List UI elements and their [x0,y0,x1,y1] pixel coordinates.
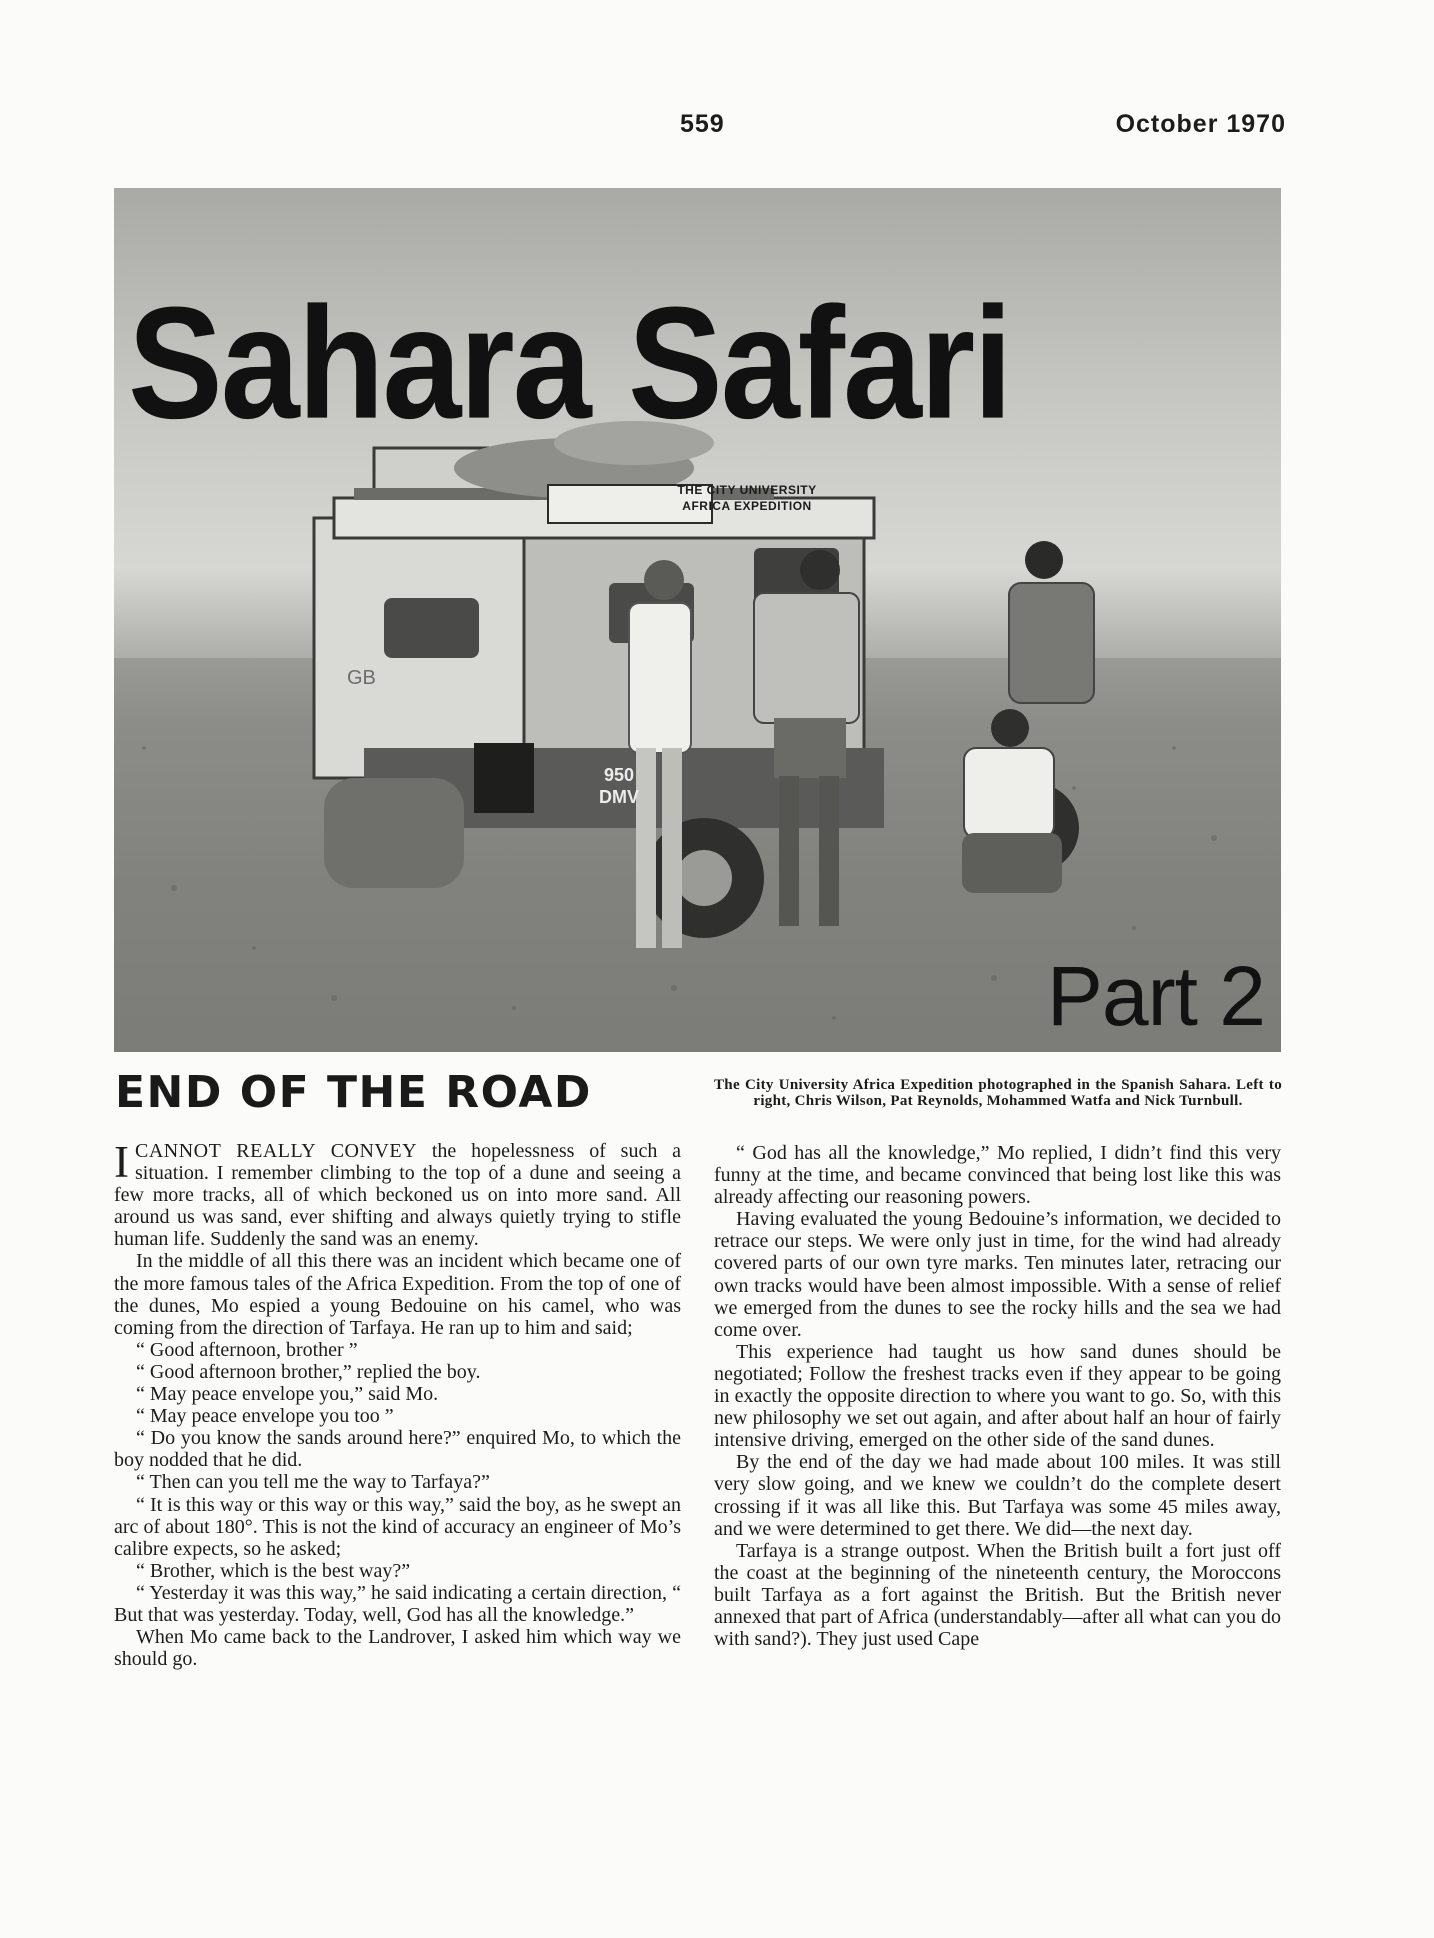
paragraph: “ May peace envelope you,” said Mo. [136,1383,439,1406]
title-word-sahara: Sahara [128,274,590,453]
paragraph: In the middle of all this there was an incident which became one of the more famous tales of the Africa Expedition. From the top of one of the dunes, Mo espied a young Bedouine on his camel, who was coming from the direction of Tarfaya. He ran up to him and said; [114,1250,681,1339]
paragraph: “ It is this way or this way or this way,” said the boy, as he swept an arc of about 180°. This is not the kind of accuracy an engineer of Mo’s calibre expects, so he asked; [114,1493,681,1560]
paragraph: “ Brother, which is the best way?” [136,1559,411,1582]
photo-caption: The City University Africa Expedition photographed in the Spanish Sahara. Left to right, Chris Wilson, Pat Reynolds, Mohammed Watfa and Nick Turnbull. [714,1077,1282,1109]
paragraph: When Mo came back to the Landrover, I asked him which way we should go. [114,1626,681,1671]
country-badge: GB [347,667,376,689]
title-word-safari: Safari [628,274,1011,453]
article-column-right [714,1142,1281,1650]
lead-paragraph [114,1137,682,1251]
article-column-left [114,1137,682,1671]
part-label: Part 2 [1046,949,1265,1043]
paragraph: “ Do you know the sands around here?” enquired Mo, to which the boy nodded that he did. [114,1427,681,1472]
article-headline: END OF THE ROAD [115,1067,592,1118]
paragraph: Tarfaya is a strange outpost. When the British built a fort just off the coast at the beginning of the nineteenth century, the Moroccons built Tarfaya as a fort against the British. But the British never annexed that part of Africa (understandably—after all what can you do with sand?). They just used Cape [714,1539,1281,1651]
page-number: 559 [680,110,725,138]
drop-cap: I [114,1137,129,1187]
roof-sign [666,482,828,514]
paragraph: “ Then can you tell me the way to Tarfaya?” [136,1471,490,1494]
number-plate [590,764,648,808]
lead-text: the hopelessness of such a situation. I remember climbing to the top of a dune and seeing a few more tracks, all of which beckoned us on into more sand. All around us was sand, ever shifting and always quietly trying to stifle human life. Suddenly the sand was an enemy. [114,1140,682,1251]
paragraph: This experience had taught us how sand dunes should be negotiated; Follow the freshest tracks even if they appear to be going in exactly the opposite direction to where you want to go. So, with this new philosophy we set out again, and after about half an hour of fairly intensive driving, emerged on the other side of the sand dunes. [714,1340,1281,1452]
plate-line: DMV [599,787,639,807]
paragraph: “ Good afternoon brother,” replied the boy. [136,1360,481,1383]
roof-sign-line: AFRICA EXPEDITION [682,499,812,513]
lead-smallcaps: CANNOT REALLY CONVEY [135,1140,418,1162]
expedition-photo [114,188,1281,1052]
plate-line: 950 [603,765,635,785]
paragraph: “ Yesterday it was this way,” he said indicating a certain direction, “ But that was yesterday. Today, well, God has all the knowledge.” [114,1581,681,1626]
issue-date: October 1970 [1115,110,1286,138]
paragraph: Having evaluated the young Bedouine’s information, we decided to retrace our steps. We were only just in time, for the wind had already covered parts of our own tyre marks. Ten minutes later, retracing our own tracks would have been almost impossible. With a sense of relief we emerged from the dunes to see the rocky hills and the sea we had come over. [714,1208,1281,1341]
paragraph: “ Good afternoon, brother ” [136,1338,358,1361]
roof-sign-line: THE CITY UNIVERSITY [677,483,817,497]
paragraph: “ May peace envelope you too ” [136,1405,394,1428]
paragraph: By the end of the day we had made about 100 miles. It was still very slow going, and we knew we couldn’t do the complete desert crossing if it was all like this. But Tarfaya was some 45 miles away, and we were determined to get there. We did—the next day. [714,1451,1281,1540]
paragraph: “ God has all the knowledge,” Mo replied, I didn’t find this very funny at the time, and became convinced that being lost like this was already affecting our reasoning powers. [714,1142,1281,1209]
